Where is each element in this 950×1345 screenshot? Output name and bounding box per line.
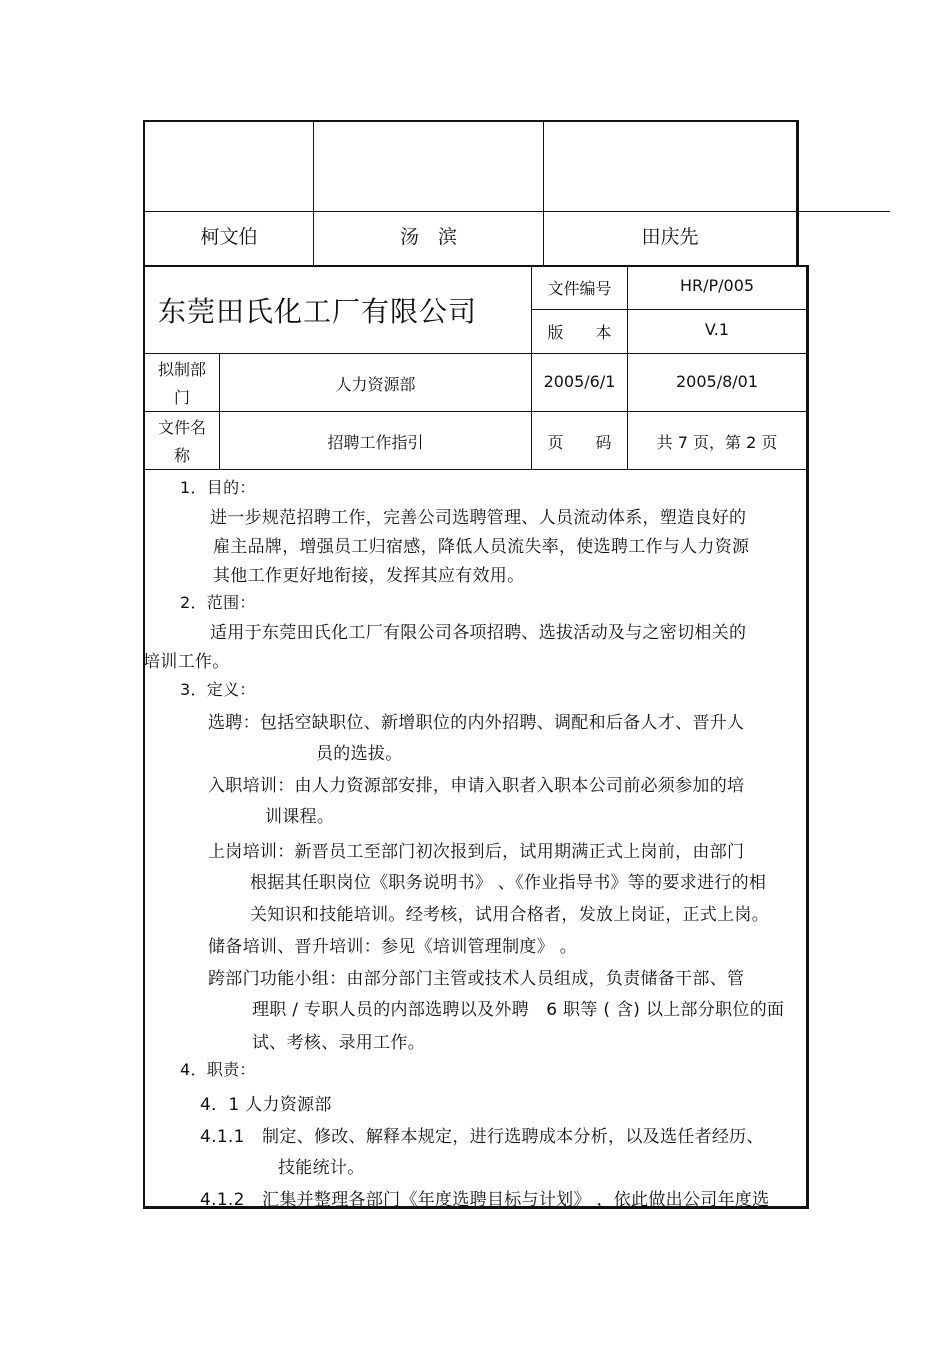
hdr-top-border bbox=[143, 265, 808, 267]
signature-name-3: 田庆先 bbox=[641, 226, 699, 248]
signature-name-2: 汤 滨 bbox=[399, 226, 457, 248]
s1-line-3: 其他工作更好地衔接，发挥其应有效用。 bbox=[213, 566, 525, 586]
hdr-line-dept bbox=[143, 353, 808, 354]
section-3-title: 3．定义： bbox=[180, 680, 256, 699]
hdr-line-name bbox=[143, 411, 808, 412]
sig-mid-line bbox=[143, 211, 890, 212]
s1-line-2: 雇主品牌，增强员工归宿感，降低人员流失率，使选聘工作与人力资源 bbox=[213, 537, 750, 557]
s412-line-1: 4.1.2 汇集并整理各部门《年度选聘目标与计划》 ，依此做出公司年度选 bbox=[200, 1190, 770, 1210]
dept-value: 人力资源部 bbox=[335, 375, 416, 394]
date-2: 2005/8/01 bbox=[675, 372, 759, 391]
s411-line-2: 技能统计。 bbox=[278, 1158, 365, 1178]
hdr-bottom-line bbox=[143, 469, 808, 470]
section-2-title: 2．范围： bbox=[180, 593, 256, 612]
section-4-1-title: 4．1 人力资源部 bbox=[200, 1095, 332, 1115]
doc-no-value: HR/P/005 bbox=[679, 276, 755, 295]
section-1-title: 1．目的： bbox=[180, 478, 256, 497]
date-1: 2005/6/1 bbox=[543, 372, 616, 391]
doc-no-label: 文件编号 bbox=[547, 279, 612, 298]
dept-label-line1: 拟制部 bbox=[157, 360, 206, 379]
doc-name-value: 招聘工作指引 bbox=[327, 433, 424, 452]
def-1-line-1: 选聘：包括空缺职位、新增职位的内外招聘、调配和后备人才、晋升人 bbox=[208, 713, 745, 733]
def-3-line-2: 根据其任职岗位《职务说明书》 、《作业指导书》等的要求进行的相 bbox=[250, 873, 767, 893]
def-3-line-3: 关知识和技能培训。经考核，试用合格者，发放上岗证，正式上岗。 bbox=[250, 905, 769, 925]
page-right-border bbox=[806, 265, 809, 1209]
page-label: 页 码 bbox=[547, 433, 612, 452]
version-value: V.1 bbox=[704, 320, 730, 339]
page-value: 共 7 页，第 2 页 bbox=[656, 433, 778, 452]
s411-line-1: 4.1.1 制定、修改、解释本规定，进行选聘成本分析，以及选任者经历、 bbox=[200, 1127, 764, 1147]
company-name: 东莞田氏化工厂有限公司 bbox=[158, 295, 478, 328]
signature-name-1: 柯文伯 bbox=[200, 226, 258, 248]
def-5-line-3: 试、考核、录用工作。 bbox=[252, 1033, 425, 1053]
dept-label-line2: 门 bbox=[173, 388, 190, 407]
s2-line-2: 培训工作。 bbox=[143, 652, 230, 672]
section-4-title: 4．职责： bbox=[180, 1060, 256, 1079]
doc-name-label-line2: 称 bbox=[173, 446, 190, 465]
def-2-line-1: 入职培训：由人力资源部安排，申请入职者入职本公司前必须参加的培 bbox=[208, 776, 745, 796]
def-1-line-2: 员的选拔。 bbox=[316, 744, 403, 764]
def-4-line-1: 储备培训、晋升培训：参见《培训管理制度》 。 bbox=[208, 937, 578, 957]
def-5-line-1: 跨部门功能小组：由部分部门主管或技术人员组成，负责储备干部、管 bbox=[208, 969, 745, 989]
s1-line-1: 进一步规范招聘工作，完善公司选聘管理、人员流动体系，塑造良好的 bbox=[210, 508, 747, 528]
doc-name-label-line1: 文件名 bbox=[157, 418, 206, 437]
version-label: 版 本 bbox=[547, 323, 612, 342]
hdr-line-version bbox=[531, 309, 808, 310]
def-2-line-2: 训课程。 bbox=[265, 807, 335, 827]
sig-top-border bbox=[143, 120, 798, 122]
s2-line-1: 适用于东莞田氏化工厂有限公司各项招聘、选拔活动及与之密切相关的 bbox=[210, 623, 747, 643]
def-5-line-2: 理职 / 专职人员的内部选聘以及外聘 6 职等 ( 含) 以上部分职位的面 bbox=[252, 1000, 785, 1020]
sig-right-border bbox=[796, 120, 799, 267]
def-3-line-1: 上岗培训：新晋员工至部门初次报到后，试用期满正式上岗前，由部门 bbox=[208, 842, 745, 862]
